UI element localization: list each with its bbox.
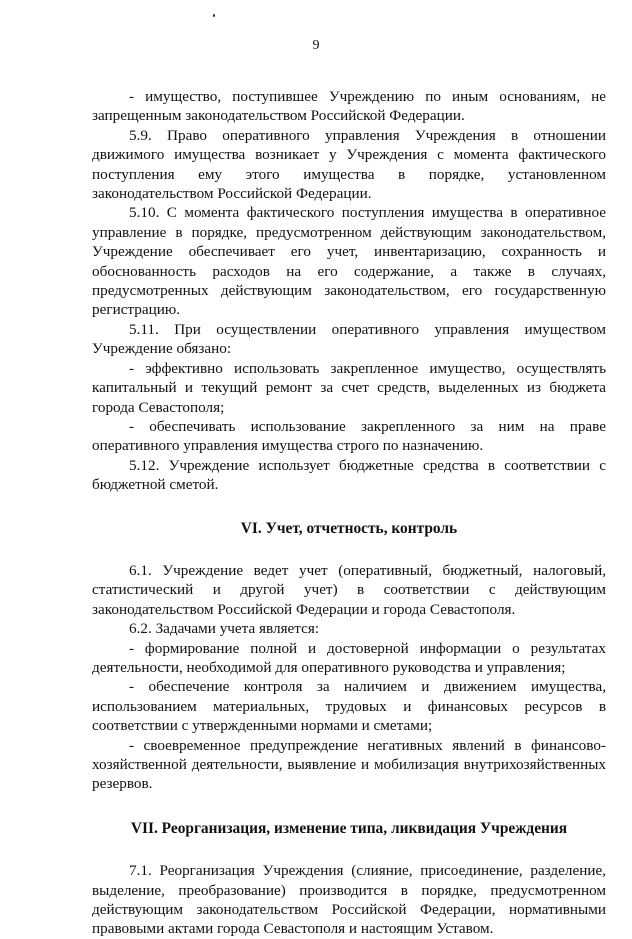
paragraph-5-11-item-1: - эффективно использовать закрепленное имущество, осуществлять капитальный и текущий ремонт за счет средств, выделенных из бюджета города Севастополя; — [92, 359, 606, 416]
paragraph-7-1: 7.1. Реорганизация Учреждения (слияние, присоединение, разделение, выделение, преобразование) производится в порядке, предусмотренном действующим законодательством Российской Федерации, нормативными правовыми актами города Севастополя и настоящим Уставом. — [92, 862, 606, 938]
scan-speck — [213, 14, 215, 17]
paragraph-6-2: 6.2. Задачами учета является: — [129, 620, 320, 638]
paragraph-6-2-item-2: - обеспечение контроля за наличием и движением имущества, использованием материальных, трудовых и финансовых ресурсов в соответствии с утвержденными нормами и сметами; — [92, 678, 606, 735]
document-body — [92, 87, 606, 939]
paragraph-6-2-item-1: - формирование полной и достоверной информации о результатах деятельности, необходимой для оперативного руководства и управления; — [92, 639, 606, 676]
page-number: 9 — [312, 38, 320, 53]
section-heading-reorganization: VII. Реорганизация, изменение типа, ликвидация Учреждения — [130, 819, 568, 837]
paragraph-5-11: 5.11. При осуществлении оперативного управления имуществом Учреждение обязано: — [92, 320, 606, 358]
paragraph-6-1: 6.1. Учреждение ведет учет (оперативный, бюджетный, налоговый, статистический и другой учет) в соответствии с действующим законодательством Российской Федерации и города Севастополя. — [92, 561, 606, 618]
paragraph-property-other-grounds: - имущество, поступившее Учреждению по иным основаниям, не запрещенным законодательством Российской Федерации. — [92, 88, 606, 125]
paragraph-5-9: 5.9. Право оперативного управления Учреждения в отношении движимого имущества возникает у Учреждения с момента фактического поступления ему этого имущества в порядке, установленном законодательством Российской Федерации. — [92, 126, 606, 203]
section-heading-accounting: VI. Учет, отчетность, контроль — [240, 519, 458, 537]
paragraph-6-2-item-3: - своевременное предупреждение негативных явлений в финансово-хозяйственной деятельности, выявление и мобилизация внутрихозяйственных резервов. — [92, 736, 606, 793]
paragraph-5-11-item-2: - обеспечивать использование закрепленного за ним на праве оперативного управления имущества строго по назначению. — [92, 417, 606, 455]
paragraph-5-10: 5.10. С момента фактического поступления имущества в оперативное управление в порядке, предусмотренном действующим законодательством, Учреждение обеспечивает его учет, инвентаризацию, сохранность и обоснованность расходов на его содержание, а также в случаях, предусмотренных действующим законодательством, его государственную регистрацию. — [92, 204, 606, 319]
paragraph-5-12: 5.12. Учреждение использует бюджетные средства в соответствии с бюджетной сметой. — [92, 456, 606, 494]
